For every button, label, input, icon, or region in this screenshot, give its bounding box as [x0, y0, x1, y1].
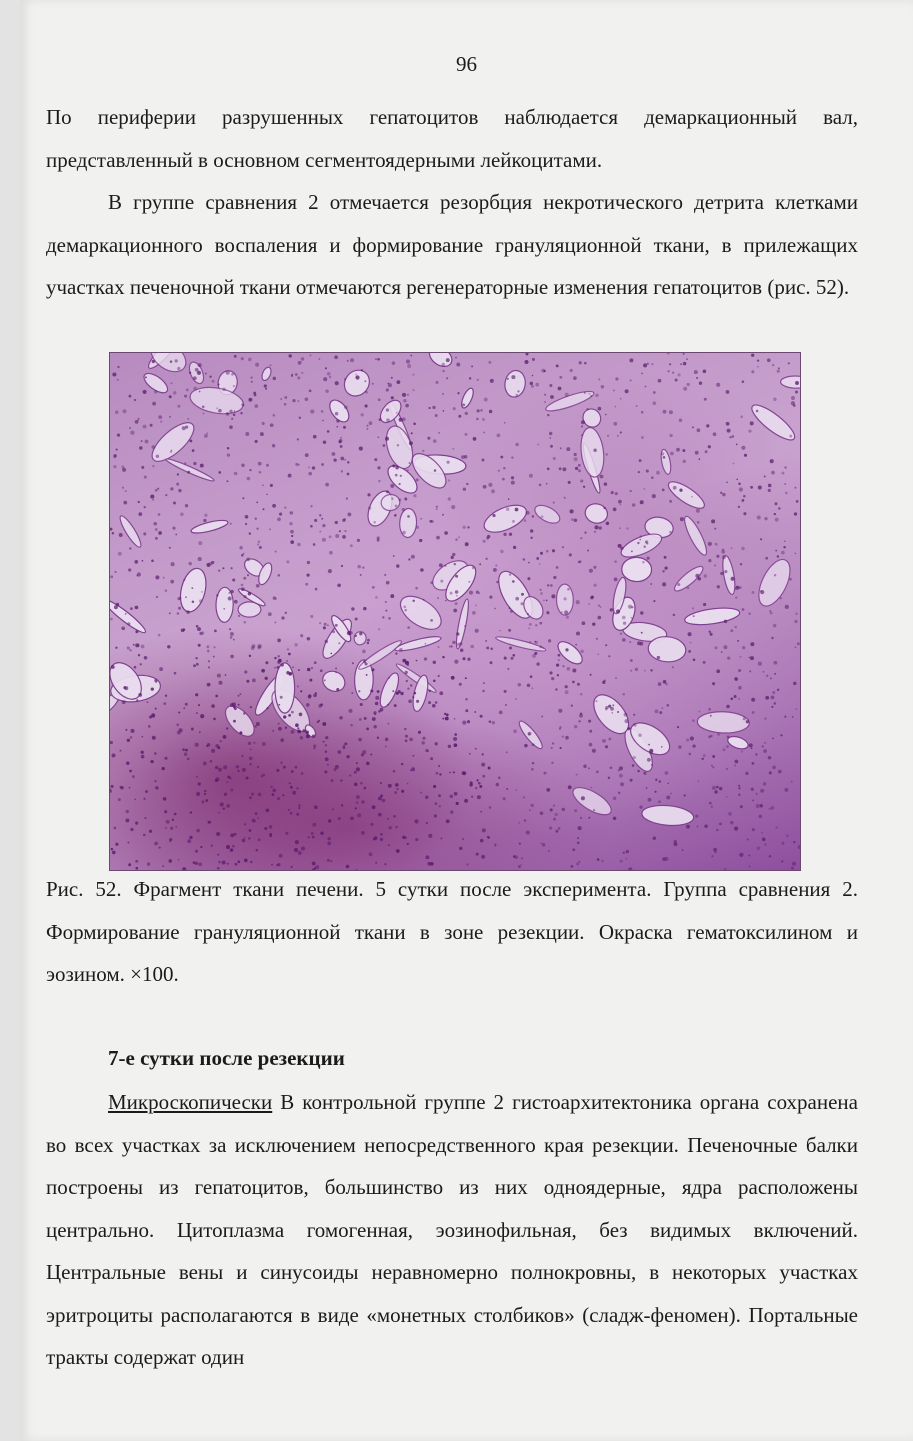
micrograph-image — [110, 353, 800, 870]
figure-caption — [46, 868, 858, 996]
paragraph-2-text: В группе сравнения 2 отмечается резорбция некротического детрита клетками демаркационного воспаления и формирование грануляционной ткани, в прилежащих участках печеночной ткани отмечаются регенераторные изменения гепатоцитов (рис. 52). — [46, 190, 858, 299]
page-number: 96 — [456, 52, 477, 76]
paragraph-3-text — [46, 1081, 858, 1379]
figure-caption-text: Рис. 52. Фрагмент ткани печени. 5 сутки после эксперимента. Группа сравнения 2. Формирование грануляционной ткани в зоне резекции. Окраска гематоксилином и эозином. ×100. — [46, 877, 858, 986]
micrograph-figure — [109, 352, 801, 871]
document-page — [20, 0, 913, 1441]
paragraph-3-body: В контрольной группе 2 гистоархитектоника органа сохранена во всех участках за исключением непосредственного края резекции. Печеночные балки построены из гепатоцитов, большинство из них одноядерные, ядра расположены центрально. Цитоплазма гомогенная, эозинофильная, без видимых включений. Центральные вены и синусоиды неравномерно полнокровны, в некоторых участках эритроциты располагаются в виде «монетных столбиков» (сладж-феномен). Портальные тракты содержат один — [46, 1090, 858, 1369]
section-heading: 7-е сутки после резекции — [108, 1046, 345, 1070]
paragraph-1 — [46, 96, 858, 181]
paragraph-1-text: По периферии разрушенных гепатоцитов наблюдается демаркационный вал, представленный в основном сегментоядерными лейкоцитами. — [46, 105, 858, 172]
paragraph-3-lead: Микроскопически — [108, 1090, 273, 1114]
paragraph-3 — [46, 1081, 858, 1379]
paragraph-2 — [46, 181, 858, 309]
